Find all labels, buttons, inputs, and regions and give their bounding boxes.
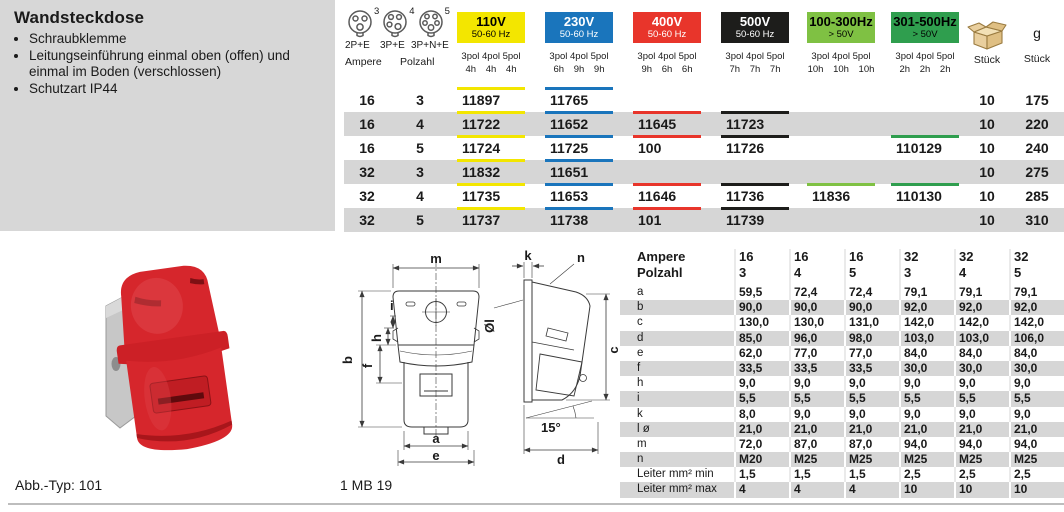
dim-label-k: k	[524, 250, 532, 263]
dim-value: 87,0	[789, 437, 844, 452]
article-number-cell: 11724	[450, 136, 538, 160]
dim-value: 9,0	[1009, 407, 1064, 422]
dim-row-d	[620, 331, 1064, 346]
dim-value: 79,1	[1009, 285, 1064, 300]
article-number-cell	[884, 208, 964, 232]
dim-row-label: Leiter mm² max	[637, 483, 717, 496]
ampere-value: 32	[359, 164, 375, 180]
dim-value: 10	[954, 482, 1009, 497]
order-row-16A-5pol	[344, 136, 1064, 160]
dim-value: 21,0	[899, 422, 954, 437]
article-number-cell: 11737	[450, 208, 538, 232]
pin-count: 3	[374, 6, 380, 17]
article-number-cell	[800, 112, 884, 136]
dim-value: 30,0	[899, 361, 954, 376]
dim-value: 142,0	[1009, 315, 1064, 330]
dim-row-label: d	[637, 331, 644, 344]
dim-value: 30,0	[1009, 361, 1064, 376]
dim-value: 90,0	[734, 300, 789, 315]
article-number-cell: 101	[626, 208, 714, 232]
dim-value: 8,0	[734, 407, 789, 422]
order-table	[344, 0, 1064, 232]
article-number-cell: 11739	[714, 208, 800, 232]
feature-item: • Schraubklemme	[29, 31, 314, 48]
dim-value: 9,0	[954, 376, 1009, 391]
dimension-table	[620, 249, 1064, 498]
dim-value: 33,5	[734, 361, 789, 376]
dim-value: 2,5	[1009, 467, 1064, 482]
voltage-column-header-400V: 400V 50-60 Hz 3pol 4pol 5pol 9h 6h 6h	[626, 0, 714, 88]
polzahl-value: 5	[416, 140, 424, 156]
dim-value: 103,0	[954, 331, 1009, 346]
dim-value: 79,1	[899, 285, 954, 300]
dim-value: 87,0	[844, 437, 899, 452]
article-number-cell: 11832	[450, 160, 538, 184]
ampere-column-label: Ampere	[345, 56, 382, 68]
dim-value: 9,0	[954, 407, 1009, 422]
dim-row-label: n	[637, 453, 644, 466]
dim-value: M25	[1009, 452, 1064, 467]
description-panel	[0, 0, 335, 231]
pin-count: 4	[409, 6, 415, 17]
article-number-cell: 11836	[800, 184, 884, 208]
bottom-divider	[8, 503, 1064, 505]
dim-value: 4	[844, 482, 899, 497]
dim-value: 79,1	[954, 285, 1009, 300]
article-number-cell: 11765	[538, 88, 626, 112]
dim-row-label: b	[637, 301, 644, 314]
ampere-value: 16	[359, 116, 375, 132]
article-number-cell: 100	[626, 136, 714, 160]
dim-value: 96,0	[789, 331, 844, 346]
article-number-cell	[884, 112, 964, 136]
dim-value: 84,0	[1009, 346, 1064, 361]
dim-row-Leiter-mm-max	[620, 482, 1064, 497]
weight-value: 220	[1025, 116, 1049, 132]
product-photo	[14, 246, 319, 471]
order-row-16A-3pol	[344, 88, 1064, 112]
dim-value: 5,5	[789, 391, 844, 406]
ampere-polzahl-labels	[344, 56, 450, 68]
dim-value: 72,0	[734, 437, 789, 452]
dim-value: 21,0	[844, 422, 899, 437]
weight-stueck-label: Stück	[1023, 53, 1051, 65]
dim-row-label: e	[637, 346, 644, 359]
weight-value: 240	[1025, 140, 1049, 156]
polzahl-value: 5	[416, 212, 424, 228]
dim-value: 77,0	[844, 346, 899, 361]
dim-value: 4	[734, 482, 789, 497]
stueck-value: 10	[979, 164, 995, 180]
article-number-cell: 11652	[538, 112, 626, 136]
article-number-cell: 11646	[626, 184, 714, 208]
feature-list	[14, 31, 314, 98]
dim-value: 21,0	[734, 422, 789, 437]
dim-value: 9,0	[789, 376, 844, 391]
dim-value: 130,0	[734, 315, 789, 330]
article-number-cell	[800, 160, 884, 184]
article-number-cell	[626, 160, 714, 184]
connector-5pin-icon	[418, 8, 451, 39]
stueck-value: 10	[979, 92, 995, 108]
dim-value: 1,5	[844, 467, 899, 482]
dim-label-d: d	[557, 452, 565, 467]
dim-value: M20	[734, 452, 789, 467]
page-title: Wandsteckdose	[14, 8, 145, 27]
dim-row-label: k	[637, 407, 643, 420]
article-number-cell: 11735	[450, 184, 538, 208]
dim-value: 92,0	[899, 300, 954, 315]
voltage-column-header-500V: 500V 50-60 Hz 3pol 4pol 5pol 7h 7h 7h	[714, 0, 800, 88]
dim-value: M25	[954, 452, 1009, 467]
order-row-16A-4pol	[344, 112, 1064, 136]
dim-value: 62,0	[734, 346, 789, 361]
dim-col-header-32-5: 32 5	[1009, 249, 1064, 285]
dim-value: 5,5	[844, 391, 899, 406]
order-table-rows	[344, 88, 1064, 232]
dimension-table-header	[620, 249, 1064, 285]
figure-type-caption: Abb.-Typ: 101	[15, 477, 103, 493]
dim-value: 92,0	[954, 300, 1009, 315]
weight-column-header	[1010, 0, 1064, 88]
article-number-cell	[884, 88, 964, 112]
article-number-cell	[626, 88, 714, 112]
dim-label-i: i	[390, 298, 394, 313]
dim-value: 85,0	[734, 331, 789, 346]
dim-label-n: n	[577, 250, 585, 265]
dim-value: 9,0	[844, 407, 899, 422]
dim-row-m	[620, 437, 1064, 452]
dim-row-b	[620, 300, 1064, 315]
weight-value: 175	[1025, 92, 1049, 108]
dim-value: 90,0	[844, 300, 899, 315]
dim-value: 84,0	[899, 346, 954, 361]
weight-value: 310	[1025, 212, 1049, 228]
connector-icons-header	[344, 0, 450, 88]
article-number-cell: 11736	[714, 184, 800, 208]
stueck-value: 10	[979, 140, 995, 156]
connector-3pin-icon	[347, 8, 380, 39]
polzahl-value: 4	[416, 116, 424, 132]
dim-row-h	[620, 376, 1064, 391]
article-number-cell: 110129	[884, 136, 964, 160]
stueck-value: 10	[979, 116, 995, 132]
order-row-32A-3pol	[344, 160, 1064, 184]
article-number-cell	[714, 88, 800, 112]
dim-value: 103,0	[899, 331, 954, 346]
voltage-column-header-301-500Hz: 301-500Hz > 50V 3pol 4pol 5pol 2h 2h 2h	[884, 0, 964, 88]
article-number-cell: 11722	[450, 112, 538, 136]
dim-value: M25	[844, 452, 899, 467]
dim-value: 98,0	[844, 331, 899, 346]
dim-row-label: i	[637, 392, 640, 405]
dim-row-l-	[620, 422, 1064, 437]
carton-box-icon	[967, 21, 1007, 50]
article-number-cell: 11897	[450, 88, 538, 112]
dim-row-label: l ø	[637, 422, 650, 435]
dim-value: 30,0	[954, 361, 1009, 376]
dim-value: M25	[899, 452, 954, 467]
dim-col-header-16-4: 16 4	[789, 249, 844, 285]
dim-value: 130,0	[789, 315, 844, 330]
dim-row-i	[620, 391, 1064, 406]
voltage-column-header-230V: 230V 50-60 Hz 3pol 4pol 5pol 6h 9h 9h	[538, 0, 626, 88]
weight-value: 275	[1025, 164, 1049, 180]
dim-row-n	[620, 452, 1064, 467]
polzahl-column-label: Polzahl	[400, 56, 435, 68]
ampere-value: 16	[359, 92, 375, 108]
article-number-cell	[800, 136, 884, 160]
dim-value: 5,5	[954, 391, 1009, 406]
dim-label-b: b	[340, 356, 355, 364]
connector-label: 3P+E	[380, 40, 405, 51]
dim-value: 2,5	[899, 467, 954, 482]
order-row-32A-4pol	[344, 184, 1064, 208]
article-number-cell	[884, 160, 964, 184]
dim-value: 5,5	[734, 391, 789, 406]
article-number-cell	[800, 88, 884, 112]
dim-value: 72,4	[844, 285, 899, 300]
article-number-cell: 11651	[538, 160, 626, 184]
dim-value: 9,0	[899, 407, 954, 422]
stueck-column-header	[964, 0, 1010, 88]
ampere-value: 16	[359, 140, 375, 156]
dim-value: 1,5	[734, 467, 789, 482]
article-number-cell: 11645	[626, 112, 714, 136]
polzahl-value: 3	[416, 92, 424, 108]
dim-value: 5,5	[1009, 391, 1064, 406]
dim-value: 94,0	[899, 437, 954, 452]
drawing-code-caption: 1 MB 19	[340, 477, 393, 493]
dim-label-l-diameter: Øl	[482, 319, 497, 333]
dim-value: 131,0	[844, 315, 899, 330]
dim-value: 10	[1009, 482, 1064, 497]
dim-value: 90,0	[789, 300, 844, 315]
article-number-cell	[800, 208, 884, 232]
gram-unit-label: g	[1033, 25, 1041, 41]
dimension-table-body	[620, 285, 1064, 498]
stueck-value: 10	[979, 212, 995, 228]
dim-value: 9,0	[899, 376, 954, 391]
connector-labels	[344, 40, 450, 51]
connector-4pin-icon	[382, 8, 415, 39]
voltage-column-header-100-300Hz: 100-300Hz > 50V 3pol 4pol 5pol 10h 10h 10h	[807, 14, 875, 75]
connector-label: 2P+E	[345, 40, 370, 51]
dim-label-f: f	[360, 363, 375, 369]
dim-row-label: Leiter mm² min	[637, 468, 714, 481]
dim-value: 4	[789, 482, 844, 497]
connector-icons-row	[344, 8, 450, 39]
dim-row-f	[620, 361, 1064, 376]
order-table-header	[344, 0, 1064, 88]
red-socket-body	[106, 261, 242, 457]
dim-row-e	[620, 346, 1064, 361]
dim-value: 21,0	[789, 422, 844, 437]
dimension-header-label: Ampere Polzahl	[637, 249, 686, 280]
dim-row-a	[620, 285, 1064, 300]
feature-item: • Schutzart IP44	[29, 81, 314, 98]
dim-value: 9,0	[789, 407, 844, 422]
dim-label-h: h	[369, 334, 384, 342]
ampere-value: 32	[359, 188, 375, 204]
dim-value: 10	[899, 482, 954, 497]
dim-value: 142,0	[899, 315, 954, 330]
dim-label-a: a	[432, 431, 440, 446]
dim-value: 9,0	[844, 376, 899, 391]
dim-row-Leiter-mm-min	[620, 467, 1064, 482]
dim-value: M25	[789, 452, 844, 467]
dim-row-label: f	[637, 361, 641, 374]
article-number-cell: 11723	[714, 112, 800, 136]
dim-col-header-16-3: 16 3	[734, 249, 789, 285]
dim-value: 5,5	[899, 391, 954, 406]
polzahl-value: 4	[416, 188, 424, 204]
pin-count: 5	[444, 6, 450, 17]
order-row-32A-5pol	[344, 208, 1064, 232]
dim-row-label: c	[637, 316, 643, 329]
feature-item: • Leitungseinführung einmal oben (offen) und einmal im Boden (verschlossen)	[29, 48, 314, 81]
article-number-cell: 11738	[538, 208, 626, 232]
dim-value: 72,4	[789, 285, 844, 300]
dim-value: 94,0	[954, 437, 1009, 452]
article-number-cell: 11725	[538, 136, 626, 160]
dim-value: 94,0	[1009, 437, 1064, 452]
voltage-column-header-110V: 110V 50-60 Hz 3pol 4pol 5pol 4h 4h 4h	[450, 0, 538, 88]
ampere-value: 32	[359, 212, 375, 228]
dim-label-e: e	[432, 448, 440, 463]
weight-value: 285	[1025, 188, 1049, 204]
dim-value: 9,0	[734, 376, 789, 391]
dim-col-header-32-3: 32 3	[899, 249, 954, 285]
dim-value: 33,5	[844, 361, 899, 376]
dim-value: 142,0	[954, 315, 1009, 330]
dim-col-header-32-4: 32 4	[954, 249, 1009, 285]
dim-row-c	[620, 315, 1064, 330]
dim-value: 21,0	[954, 422, 1009, 437]
dim-value: 21,0	[1009, 422, 1064, 437]
dim-col-header-16-5: 16 5	[844, 249, 899, 285]
article-number-cell: 110130	[884, 184, 964, 208]
stueck-value: 10	[979, 188, 995, 204]
dim-row-k	[620, 407, 1064, 422]
dim-label-m: m	[430, 251, 442, 266]
connector-label: 3P+N+E	[411, 40, 449, 51]
dim-row-label: h	[637, 377, 644, 390]
dim-value: 2,5	[954, 467, 1009, 482]
dim-value: 92,0	[1009, 300, 1064, 315]
technical-drawing	[336, 250, 621, 472]
stueck-label: Stück	[973, 54, 1001, 66]
dim-value: 9,0	[1009, 376, 1064, 391]
dim-value: 77,0	[789, 346, 844, 361]
dim-value: 1,5	[789, 467, 844, 482]
dim-label-angle: 15°	[541, 420, 561, 435]
dim-row-label: a	[637, 286, 644, 298]
article-number-cell: 11726	[714, 136, 800, 160]
article-number-cell	[714, 160, 800, 184]
polzahl-value: 3	[416, 164, 424, 180]
dim-label-c: c	[606, 346, 621, 354]
dim-value: 59,5	[734, 285, 789, 300]
dim-value: 84,0	[954, 346, 1009, 361]
dim-row-label: m	[637, 437, 647, 450]
dim-value: 106,0	[1009, 331, 1064, 346]
dim-value: 33,5	[789, 361, 844, 376]
article-number-cell: 11653	[538, 184, 626, 208]
